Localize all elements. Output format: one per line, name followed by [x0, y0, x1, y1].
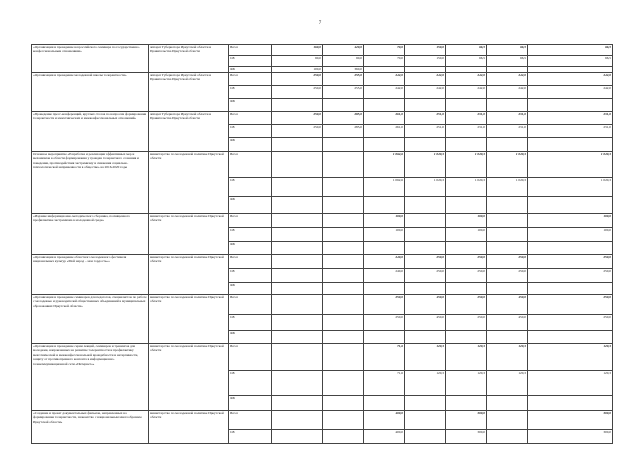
amount-cell: 450,0 [405, 315, 446, 331]
funding-source-label: ОБ [229, 430, 272, 444]
amount-cell [272, 283, 323, 295]
amount-cell [405, 197, 446, 214]
executor-name: аппарат Губернатора Иркутской области и Правительства Иркутской области [149, 112, 229, 152]
amount-cell: 250,0 [272, 112, 323, 125]
amount-cell: 250,0 [364, 315, 405, 331]
amount-cell: 60,0 [272, 56, 323, 67]
amount-cell [323, 396, 364, 411]
amount-cell [323, 430, 364, 444]
amount-cell [487, 331, 528, 344]
amount-cell [528, 99, 613, 112]
amount-cell: 1 020,3 [446, 178, 487, 197]
amount-cell: 250,0 [405, 269, 446, 283]
amount-cell: 250,0 [446, 269, 487, 283]
amount-cell: 120,3 [446, 371, 487, 396]
amount-cell [272, 295, 323, 315]
amount-cell: 120,3 [528, 371, 613, 396]
amount-cell: 450,0 [487, 295, 528, 315]
amount-cell [323, 344, 364, 371]
amount-cell: 242,0 [364, 73, 405, 86]
amount-cell: 251,0 [405, 112, 446, 125]
amount-cell: 450,0 [405, 295, 446, 315]
amount-cell [272, 344, 323, 371]
amount-cell [528, 197, 613, 214]
amount-cell: 120,3 [487, 344, 528, 371]
amount-cell: 70,0 [364, 56, 405, 67]
amount-cell: 250,0 [446, 315, 487, 331]
funding-source-label: ОБ [229, 228, 272, 242]
amount-cell: 231,0 [487, 112, 528, 125]
amount-cell: 242,0 [405, 73, 446, 86]
amount-cell: 66,5 [487, 45, 528, 56]
table-row [32, 344, 613, 371]
amount-cell [446, 99, 487, 112]
amount-cell [446, 242, 487, 255]
amount-cell: 450,0 [487, 315, 528, 331]
amount-cell: 120,3 [405, 371, 446, 396]
amount-cell [272, 152, 323, 178]
activity-description: «Организация и проведение семинаров для педагогов, специалистов по работе с молодежью и руководителей общественных объединений в муниципальных образованиях Иркутской области» [32, 295, 149, 344]
amount-cell [446, 331, 487, 344]
amount-cell: 242,0 [405, 86, 446, 99]
amount-cell: 300,0 [528, 411, 613, 430]
amount-cell [272, 99, 323, 112]
executor-name: министерство по молодежной политике Иркутской области [149, 344, 229, 411]
amount-cell [323, 152, 364, 178]
table-row [32, 214, 613, 228]
amount-cell [323, 214, 364, 228]
funding-source-label: ОБ [229, 315, 272, 331]
amount-cell [323, 197, 364, 214]
funding-source-label: Всего [229, 73, 272, 86]
amount-cell [323, 295, 364, 315]
amount-cell [487, 197, 528, 214]
amount-cell [323, 99, 364, 112]
amount-cell [364, 283, 405, 295]
amount-cell: 261,0 [364, 125, 405, 138]
amount-cell [405, 396, 446, 411]
funding-source-label: Всего [229, 344, 272, 371]
amount-cell [272, 138, 323, 152]
amount-cell [323, 269, 364, 283]
activity-description: «Организация и проведение всероссийского семинара по государственно-конфессиональным отношениям» [32, 45, 149, 73]
amount-cell: 100,0 [446, 214, 487, 228]
table-row [32, 411, 613, 430]
funding-source-label: ОБ [229, 86, 272, 99]
amount-cell: 66,5 [446, 45, 487, 56]
amount-cell: 360,0 [323, 67, 364, 73]
activity-description: «Организация и проведение серии лекций, семинаров и тренингов для молодежи, направленных на развитие толерантности и профилактику межэтнической и межконфессиональной враждебности и нетерпимости, защиту от противоправного контента в информационно-телекоммуникационной сети «Интернет»» [32, 344, 149, 411]
amount-cell [446, 396, 487, 411]
amount-cell: 242,0 [446, 86, 487, 99]
amount-cell [528, 331, 613, 344]
budget-table [31, 44, 613, 444]
amount-cell [364, 197, 405, 214]
table-row [32, 255, 613, 269]
activity-description: «Организация и проведение областного молодежного фестиваля национальных культур «Мой народ – моя гордость»» [32, 255, 149, 295]
funding-source-label: Всего [229, 45, 272, 56]
activity-description: «Организация и проведение молодежной школы толерантности» [32, 73, 149, 112]
amount-cell: 250,0 [405, 255, 446, 269]
amount-cell: 231,0 [528, 125, 613, 138]
amount-cell: 250,0 [487, 255, 528, 269]
amount-cell [364, 138, 405, 152]
executor-name: аппарат Губернатора Иркутской области и Правительства Иркутской области [149, 73, 229, 112]
amount-cell: 420,0 [323, 45, 364, 56]
amount-cell [528, 242, 613, 255]
amount-cell: 285,0 [323, 112, 364, 125]
amount-cell: 70,0 [364, 45, 405, 56]
amount-cell [405, 99, 446, 112]
amount-cell: 250,0 [528, 269, 613, 283]
amount-cell: 250,0 [272, 86, 323, 99]
amount-cell [323, 178, 364, 197]
amount-cell: 242,0 [528, 86, 613, 99]
amount-cell: 251,0 [405, 125, 446, 138]
amount-cell: 100,0 [272, 67, 323, 73]
amount-cell: 120,3 [487, 371, 528, 396]
table-row [32, 152, 613, 178]
amount-cell [487, 214, 528, 228]
amount-cell: 1 062,6 [364, 152, 405, 178]
amount-cell [323, 138, 364, 152]
amount-cell [272, 371, 323, 396]
funding-source-label: ОБ [229, 269, 272, 283]
amount-cell [364, 99, 405, 112]
amount-cell [487, 396, 528, 411]
amount-cell: 60,0 [323, 56, 364, 67]
amount-cell: 1 020,3 [405, 152, 446, 178]
amount-cell [487, 283, 528, 295]
amount-cell: 300,0 [528, 430, 613, 444]
amount-cell [272, 228, 323, 242]
amount-cell [323, 242, 364, 255]
amount-cell: 300,0 [446, 430, 487, 444]
amount-cell: 250,0 [364, 295, 405, 315]
activity-description: Основное мероприятие «Разработка и реализация эффективных мер и механизмов в области формирования у граждан толерантного сознания и поведения, противодействия экстремизму и снижения социально-психологической напряженности в обществе» на 2016-2020 годы [32, 152, 149, 214]
amount-cell: 231,0 [446, 125, 487, 138]
executor-name: министерство по молодежной политике Иркутской области [149, 152, 229, 214]
amount-cell [528, 138, 613, 152]
funding-source-label: ФБ [229, 99, 272, 112]
funding-source-label: Всего [229, 255, 272, 269]
amount-cell: 400,0 [364, 430, 405, 444]
amount-cell [446, 138, 487, 152]
amount-cell: 120,3 [528, 344, 613, 371]
amount-cell: 66,5 [446, 56, 487, 67]
amount-cell: 66,5 [528, 56, 613, 67]
amount-cell [364, 396, 405, 411]
amount-cell [405, 411, 446, 430]
funding-source-label: ФБ [229, 138, 272, 152]
funding-source-label: ФБ [229, 67, 272, 73]
amount-cell [487, 228, 528, 242]
amount-cell [405, 214, 446, 228]
amount-cell: 66,5 [528, 45, 613, 56]
amount-cell [272, 411, 323, 430]
amount-cell: 1 062,6 [364, 178, 405, 197]
amount-cell: 231,0 [487, 125, 528, 138]
amount-cell [272, 396, 323, 411]
amount-cell [272, 214, 323, 228]
amount-cell [272, 315, 323, 331]
funding-source-label: Всего [229, 112, 272, 125]
amount-cell [272, 430, 323, 444]
amount-cell: 255,0 [323, 86, 364, 99]
amount-cell: 240,0 [364, 255, 405, 269]
amount-cell: 66,5 [487, 56, 528, 67]
amount-cell [323, 331, 364, 344]
amount-cell: 71,6 [364, 371, 405, 396]
amount-cell: 242,0 [446, 73, 487, 86]
table-row [32, 112, 613, 125]
amount-cell: 250,0 [272, 125, 323, 138]
activity-description: «Создание и прокат документальных фильмов, направленных на формирование толерантности, знакомство с национальным многообразием Иркутской области» [32, 411, 149, 444]
amount-cell: 100,0 [364, 228, 405, 242]
amount-cell: 300,0 [446, 411, 487, 430]
activity-description: «Проведение пресс-конференций, круглых столов по вопросам формирования толерантности и межэтнических и межконфессиональных отношений» [32, 112, 149, 152]
amount-cell [446, 197, 487, 214]
amount-cell [487, 99, 528, 112]
amount-cell: 240,0 [364, 269, 405, 283]
amount-cell [487, 411, 528, 430]
amount-cell [528, 396, 613, 411]
amount-cell [272, 197, 323, 214]
funding-source-label: ФБ [229, 283, 272, 295]
funding-source-label: ФБ [229, 242, 272, 255]
funding-source-label: ОБ [229, 178, 272, 197]
amount-cell: 250,0 [487, 269, 528, 283]
amount-cell [323, 283, 364, 295]
amount-cell [364, 242, 405, 255]
table-row [32, 295, 613, 315]
amount-cell: 250,0 [446, 295, 487, 315]
table-row [32, 73, 613, 86]
funding-source-label: Всего [229, 295, 272, 315]
amount-cell: 100,0 [446, 228, 487, 242]
amount-cell: 231,0 [528, 112, 613, 125]
amount-cell [272, 178, 323, 197]
funding-source-label: Всего [229, 152, 272, 178]
amount-cell [405, 331, 446, 344]
amount-cell: 250,0 [528, 255, 613, 269]
amount-cell: 71,6 [364, 344, 405, 371]
funding-source-label: Всего [229, 214, 272, 228]
executor-name: министерство по молодежной политике Иркутской области [149, 295, 229, 344]
amount-cell: 100,0 [528, 214, 613, 228]
executor-name: аппарат Губернатора Иркутской области и Правительства Иркутской области [149, 45, 229, 73]
amount-cell: 1 020,3 [446, 152, 487, 178]
funding-source-label: ФБ [229, 331, 272, 344]
amount-cell [323, 255, 364, 269]
amount-cell: 242,0 [528, 73, 613, 86]
executor-name: министерство по молодежной политике Иркутской области [149, 214, 229, 255]
amount-cell [323, 315, 364, 331]
amount-cell [323, 411, 364, 430]
table-row [32, 45, 613, 56]
funding-source-label: ФБ [229, 396, 272, 411]
amount-cell: 400,0 [364, 411, 405, 430]
amount-cell [405, 138, 446, 152]
amount-cell [405, 430, 446, 444]
funding-source-label: ОБ [229, 56, 272, 67]
amount-cell: 120,3 [405, 344, 446, 371]
amount-cell: 242,0 [364, 86, 405, 99]
activity-description: «Издание информационно-методического сборника, посвященного профилактике экстремизма в молодежной среде» [32, 214, 149, 255]
amount-cell: 1 020,3 [405, 178, 446, 197]
amount-cell [272, 331, 323, 344]
amount-cell [487, 242, 528, 255]
amount-cell: 120,3 [446, 344, 487, 371]
funding-source-label: Всего [229, 411, 272, 430]
amount-cell [323, 228, 364, 242]
amount-cell: 150,0 [405, 45, 446, 56]
amount-cell: 255,0 [323, 73, 364, 86]
amount-cell: 250,0 [528, 295, 613, 315]
amount-cell: 150,0 [405, 56, 446, 67]
amount-cell: 100,0 [528, 228, 613, 242]
amount-cell [405, 228, 446, 242]
amount-cell: 285,0 [323, 125, 364, 138]
amount-cell: 100,0 [364, 214, 405, 228]
amount-cell: 242,0 [487, 86, 528, 99]
amount-cell: 250,0 [272, 73, 323, 86]
amount-cell [323, 371, 364, 396]
amount-cell: 231,0 [446, 112, 487, 125]
amount-cell: 1 020,3 [528, 178, 613, 197]
funding-source-label: ОБ [229, 371, 272, 396]
executor-name: министерство по молодежной политике Иркутской области [149, 411, 229, 444]
amount-cell: 1 020,3 [528, 152, 613, 178]
amount-cell [272, 255, 323, 269]
amount-cell: 160,0 [272, 45, 323, 56]
amount-cell [272, 269, 323, 283]
amount-cell [272, 242, 323, 255]
amount-cell [364, 331, 405, 344]
funding-source-label: ФБ [229, 197, 272, 214]
amount-cell [487, 430, 528, 444]
amount-cell: 250,0 [528, 315, 613, 331]
funding-source-label: ОБ [229, 125, 272, 138]
amount-cell [405, 283, 446, 295]
amount-cell [405, 242, 446, 255]
amount-cell: 242,0 [487, 73, 528, 86]
amount-cell: 261,0 [364, 112, 405, 125]
amount-cell: 1 020,3 [487, 178, 528, 197]
executor-name: министерство по молодежной политике Иркутской области [149, 255, 229, 295]
amount-cell [446, 283, 487, 295]
amount-cell: 1 020,3 [487, 152, 528, 178]
amount-cell [528, 283, 613, 295]
amount-cell [487, 138, 528, 152]
amount-cell: 250,0 [446, 255, 487, 269]
page-number: 7 [318, 21, 322, 26]
